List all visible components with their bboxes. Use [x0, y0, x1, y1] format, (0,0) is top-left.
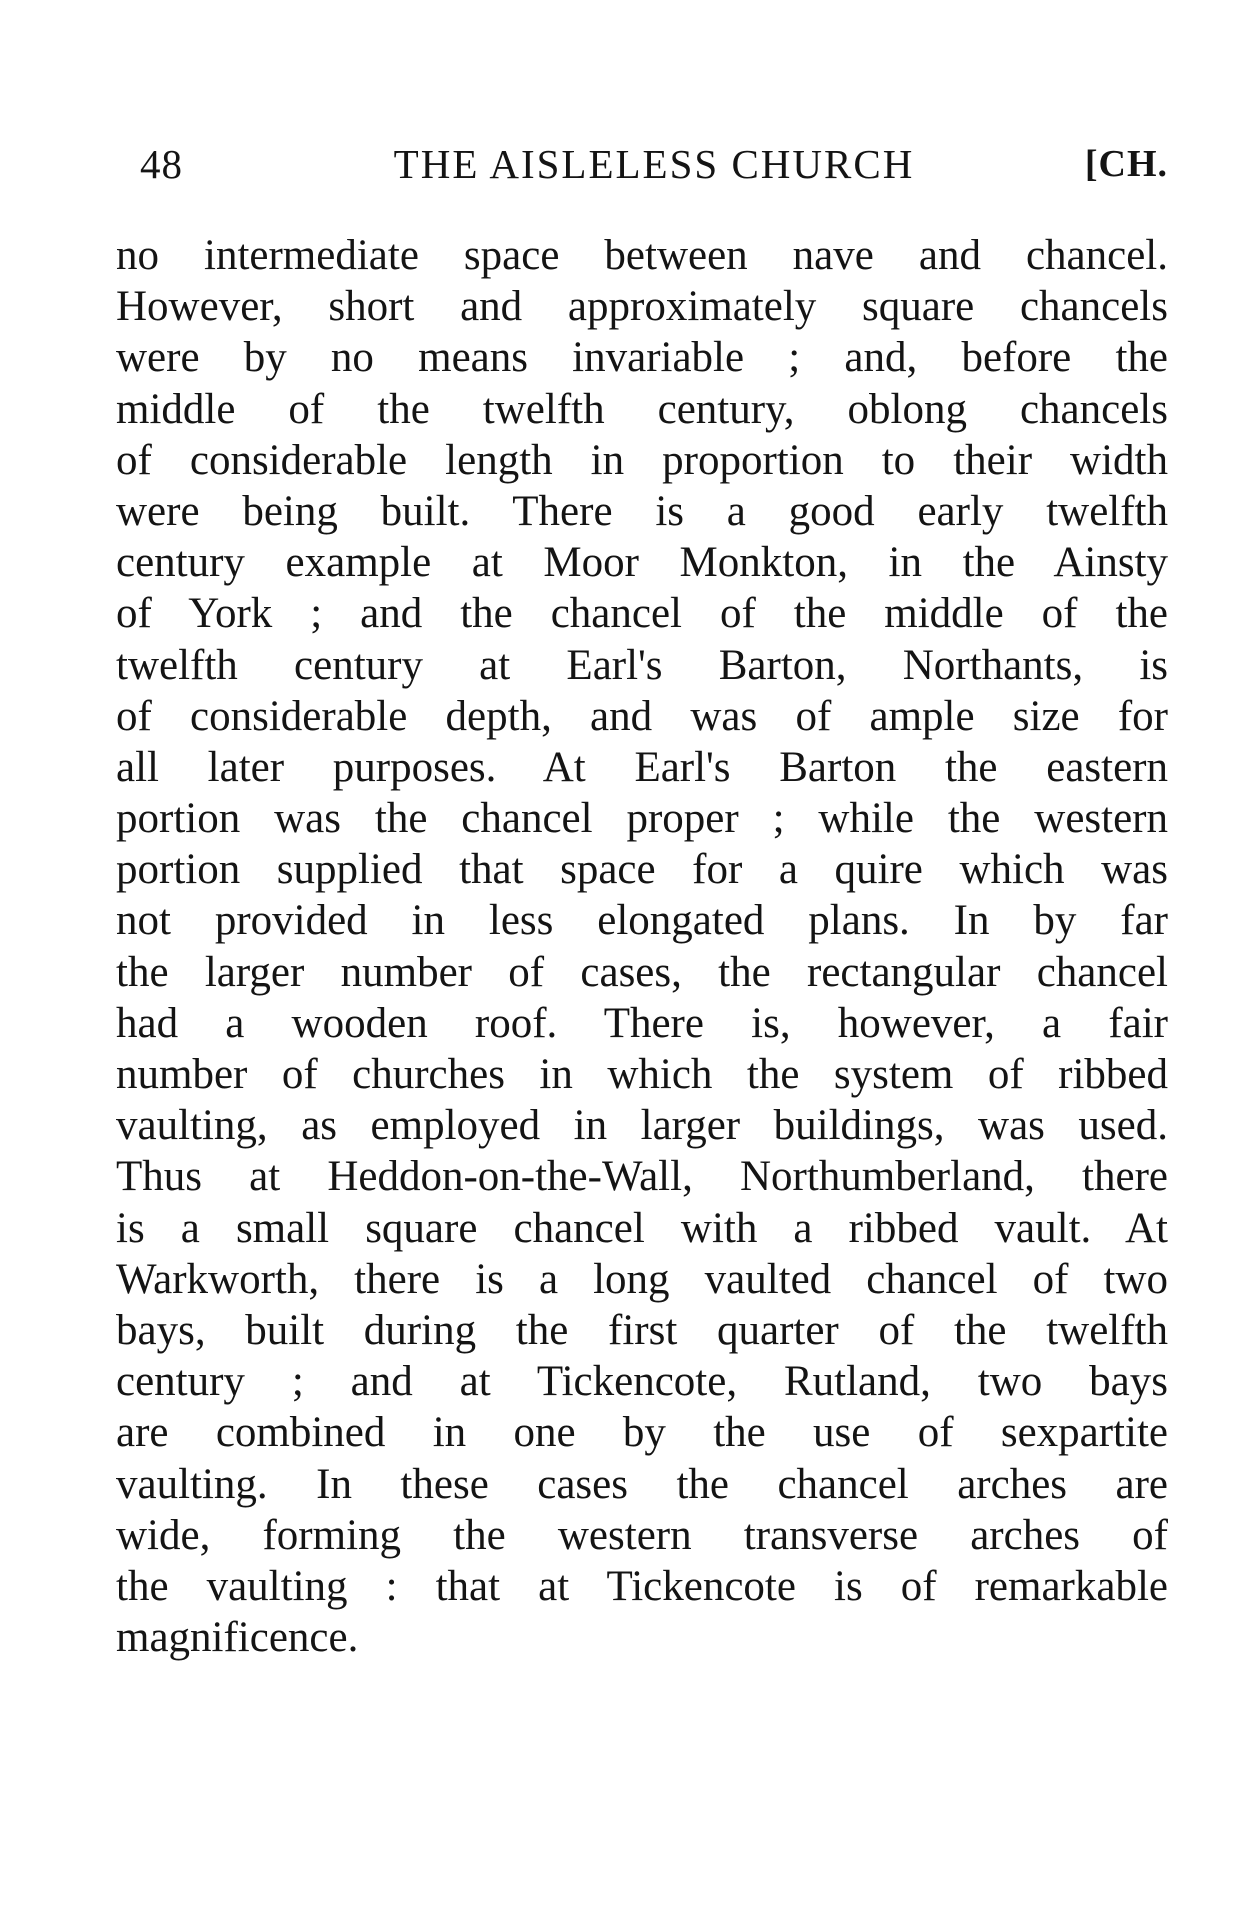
chapter-mark: [CH. — [1084, 143, 1168, 185]
text-line: vaulting, as employed in larger buildings, was used. — [116, 1102, 1168, 1150]
text-line: vaulting. In these cases the chancel arches are — [116, 1460, 1168, 1508]
text-line: However, short and approximately square chancels — [116, 283, 1168, 331]
text-line: portion was the chancel proper ; while the western — [116, 795, 1168, 843]
text-line: middle of the twelfth century, oblong chancels — [116, 385, 1168, 433]
text-line: twelfth century at Earl's Barton, Northants, is — [116, 641, 1168, 689]
text-line: Warkworth, there is a long vaulted chancel of two — [116, 1255, 1168, 1303]
page-number: 48 — [140, 141, 183, 187]
text-line: century ; and at Tickencote, Rutland, two bays — [116, 1358, 1168, 1406]
text-line: magnificence. — [116, 1614, 359, 1662]
body-paragraph — [116, 230, 1168, 1663]
text-line: were by no means invariable ; and, before the — [116, 334, 1168, 382]
text-line: had a wooden roof. There is, however, a fair — [116, 999, 1168, 1047]
text-line: Thus at Heddon-on-the-Wall, Northumberland, there — [116, 1153, 1168, 1201]
text-line: all later purposes. At Earl's Barton the eastern — [116, 743, 1168, 791]
text-line: century example at Moor Monkton, in the Ainsty — [116, 539, 1168, 587]
text-line: of considerable depth, and was of ample size for — [116, 692, 1168, 740]
text-line: no intermediate space between nave and chancel. — [116, 232, 1168, 279]
text-line: of considerable length in proportion to their width — [116, 436, 1168, 484]
text-line: is a small square chancel with a ribbed vault. At — [116, 1204, 1168, 1252]
text-line: wide, forming the western transverse arches of — [116, 1511, 1168, 1559]
text-line: were being built. There is a good early twelfth — [116, 487, 1168, 535]
text-line: the vaulting : that at Tickencote is of remarkable — [116, 1562, 1168, 1610]
text-line: portion supplied that space for a quire which was — [116, 846, 1168, 894]
text-line: of York ; and the chancel of the middle of the — [116, 590, 1168, 638]
text-line: are combined in one by the use of sexpartite — [116, 1409, 1168, 1457]
text-line: the larger number of cases, the rectangular chancel — [116, 948, 1168, 996]
running-title: THE AISLELESS CHURCH — [393, 141, 915, 187]
text-line: number of churches in which the system of ribbed — [116, 1051, 1168, 1098]
text-line: bays, built during the first quarter of the twelfth — [116, 1306, 1168, 1354]
text-line: not provided in less elongated plans. In by far — [116, 897, 1168, 945]
running-head — [140, 138, 1168, 190]
